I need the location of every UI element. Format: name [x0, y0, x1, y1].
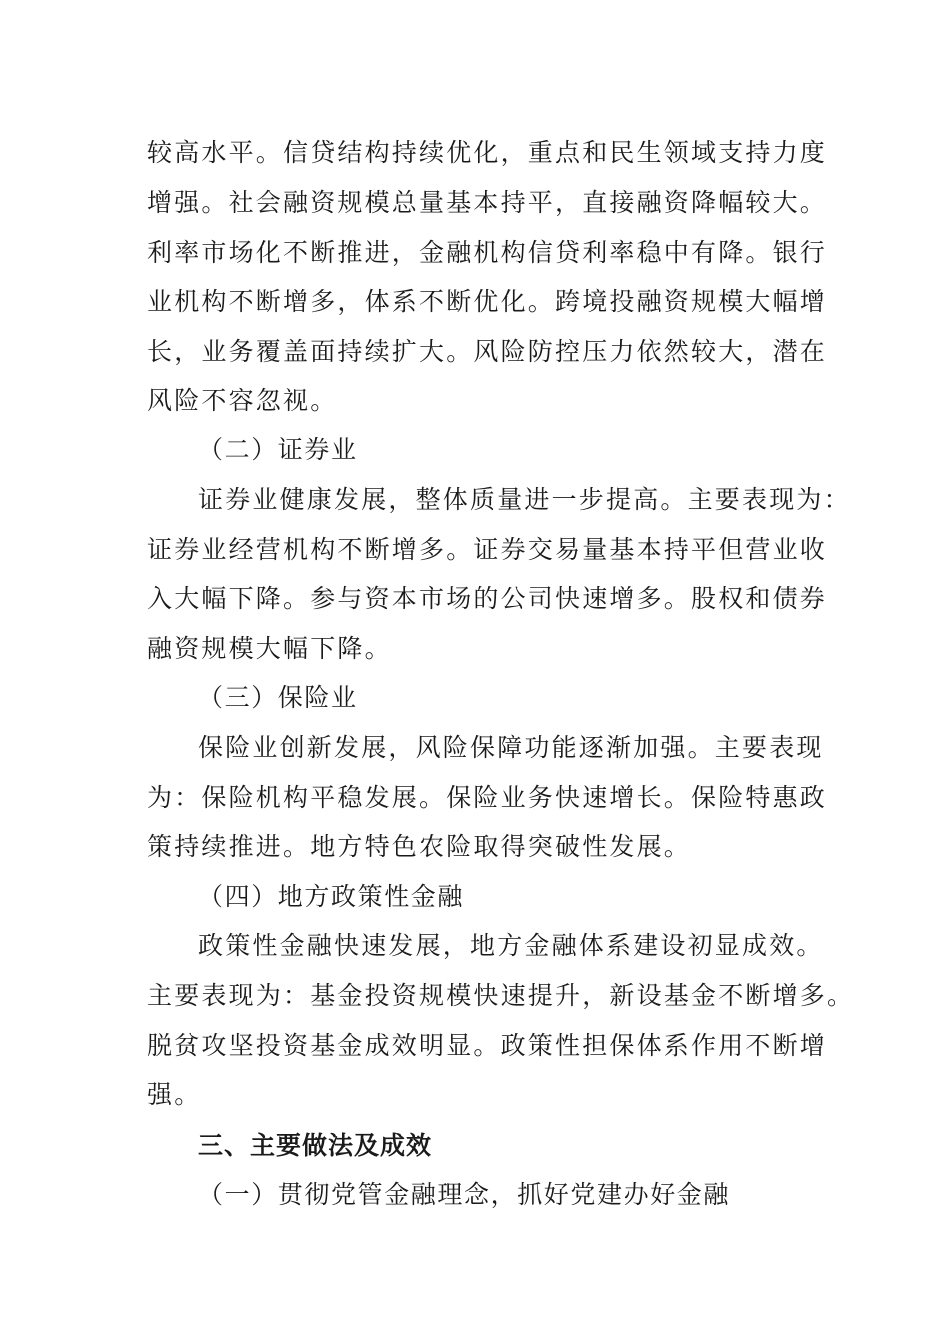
paragraph-line: 脱贫攻坚投资基金成效明显。政策性担保体系作用不断增: [147, 1031, 828, 1060]
section-heading: （一）贯彻党管金融理念，抓好党建办好金融: [198, 1180, 731, 1209]
paragraph-line: 增强。社会融资规模总量基本持平，直接融资降幅较大。: [147, 188, 828, 217]
paragraph-line: 为：保险机构平稳发展。保险业务快速增长。保险特惠政: [147, 783, 828, 812]
chapter-heading: 三、主要做法及成效: [198, 1131, 433, 1160]
paragraph-line: 证券业健康发展，整体质量进一步提高。主要表现为：: [198, 485, 851, 514]
paragraph-line: 较高水平。信贷结构持续优化，重点和民生领域支持力度: [147, 138, 828, 167]
paragraph-line: 主要表现为：基金投资规模快速提升，新设基金不断增多。: [147, 981, 855, 1010]
paragraph-line: 政策性金融快速发展，地方金融体系建设初显成效。: [198, 931, 824, 960]
paragraph-line: 保险业创新发展，风险保障功能逐渐加强。主要表现: [198, 733, 824, 762]
section-heading: （二）证券业: [198, 435, 358, 464]
section-heading: （三）保险业: [198, 683, 358, 712]
paragraph-line: 证券业经营机构不断增多。证券交易量基本持平但营业收: [147, 535, 828, 564]
section-heading: （四）地方政策性金融: [198, 882, 465, 911]
paragraph-line: 策持续推进。地方特色农险取得突破性发展。: [147, 832, 692, 861]
paragraph-line: 风险不容忽视。: [147, 386, 338, 415]
paragraph-line: 入大幅下降。参与资本市场的公司快速增多。股权和债券: [147, 584, 828, 613]
paragraph-line: 利率市场化不断推进，金融机构信贷利率稳中有降。银行: [147, 238, 828, 267]
paragraph-line: 强。: [147, 1080, 202, 1109]
paragraph-line: 长，业务覆盖面持续扩大。风险防控压力依然较大，潜在: [147, 337, 828, 366]
paragraph-line: 融资规模大幅下降。: [147, 634, 392, 663]
paragraph-line: 业机构不断增多，体系不断优化。跨境投融资规模大幅增: [147, 287, 828, 316]
